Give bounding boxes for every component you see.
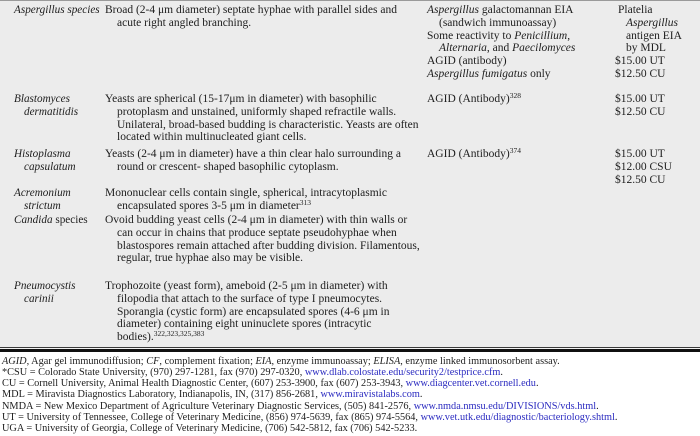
description-cell <box>105 280 427 344</box>
text-run: Aspergillus fumigatus <box>427 67 528 80</box>
text-run: Some reactivity to <box>427 29 515 42</box>
organism-cell <box>8 187 105 213</box>
table-row <box>8 93 694 148</box>
footnote-line <box>2 356 698 367</box>
organism-name <box>14 280 105 306</box>
text-run: $12.50 CU <box>615 105 666 118</box>
text-run: CU = Cornell University, Animal Health Diagnostic Center, (607) 253-3900, fax (607) 253-3943, <box>2 378 406 390</box>
text-run: $15.00 UT <box>615 55 665 68</box>
description-cell <box>105 187 427 213</box>
text-run: Blastomyces dermatitidis <box>14 93 79 118</box>
organism-cell <box>8 280 105 306</box>
price-line <box>615 161 694 174</box>
footnote-link[interactable]: www.vet.utk.edu/diagnostic/bacteriology.shtml <box>420 411 615 423</box>
test-item <box>427 4 615 30</box>
footnote-link[interactable]: www.diagcenter.vet.cornell.edu <box>405 378 536 390</box>
text-run: UGA = University of Georgia, College of Veterinary Medicine, (706) 542-5812, fax (706) 542-5233. <box>2 422 418 434</box>
organism-name <box>14 214 105 227</box>
table-row <box>8 280 694 346</box>
test-item <box>427 148 615 161</box>
organism-cell <box>8 93 105 119</box>
description-text <box>105 4 427 30</box>
text-run: Mononuclear cells contain single, spherical, intracytoplasmic encapsulated spores 3-5 μm in diameter <box>105 187 387 212</box>
price-line <box>615 93 694 106</box>
footnote-line <box>2 378 698 389</box>
text-run: . <box>419 389 423 401</box>
text-run: Paecilomyces <box>512 42 576 55</box>
table-row <box>8 214 694 280</box>
text-run: Platelia <box>618 4 653 16</box>
text-run: , complement fixation; <box>159 356 256 367</box>
text-run: *CSU = Colorado State University, (970) 297-1281, fax (970) 297-0320, <box>2 367 305 379</box>
price-cell <box>615 93 694 119</box>
text-run: Ovoid budding yeast cells (2-4 μm in diameter) with thin walls or can occur in chains that produce septate pseudohyphae when blastospores remain attached after budding division. Filamentous, regular, true hyphae also may be visible. <box>105 214 420 265</box>
text-run: only <box>527 67 551 80</box>
text-run: Aspergillus species <box>14 4 100 16</box>
text-run: , enzyme linked immunosorbent assay. <box>400 356 560 367</box>
table-row <box>8 187 694 214</box>
test-item <box>427 68 615 81</box>
text-run: Yeasts (2-4 μm in diameter) have a thin clear halo surrounding a round or crescent- shaped basophilic cytoplasm. <box>105 148 401 173</box>
text-run: NMDA = New Mexico Department of Agriculture Veterinary Diagnostic Services, (505) 841-2576, <box>2 400 414 412</box>
footnote-link[interactable]: www.dlab.colostate.edu/security2/testprice.cfm <box>304 367 501 379</box>
text-run: , and <box>486 42 513 55</box>
reference-superscript: 374 <box>509 146 521 155</box>
text-run: EIA <box>255 356 272 367</box>
organism-name <box>14 148 105 174</box>
organism-name <box>14 187 105 213</box>
price-cell <box>615 148 694 186</box>
text-run: , Agar gel immunodiffusion; <box>26 356 147 367</box>
description-cell <box>105 4 427 30</box>
footnote-link[interactable]: www.nmda.nmsu.edu/DIVISIONS/vds.html <box>413 400 597 412</box>
text-run: , <box>567 29 571 42</box>
organism-cell <box>8 4 105 17</box>
text-run: Yeasts are spherical (15-17μm in diameter) with basophilic protoplasm and unstained, uniformly shaped refractile walls. Unilateral, broad-based budding is characteristic. Yeasts are often located within multinucleated giant cells. <box>105 93 419 144</box>
text-run: Aspergillus <box>626 16 678 29</box>
kit-name <box>618 4 694 55</box>
text-run: Acremonium strictum <box>14 187 71 212</box>
text-run: $12.50 CU <box>615 67 666 80</box>
text-run: Trophozoite (yeast form), ameboid (2-5 μm in diameter) with filopodia that attach to the surface of type I pneumocytes. Sporangia (cystic form) are encapsulated spores (4-6 μm in diameter) containing eight uninuclete spores (intracytic bodies). <box>105 280 390 344</box>
text-run: Candida <box>14 214 53 226</box>
price-cell <box>615 4 694 81</box>
text-run: AGID <box>2 356 27 367</box>
price-line <box>615 55 694 68</box>
test-cell <box>427 148 615 161</box>
description-text <box>105 214 427 265</box>
test-cell <box>427 4 615 81</box>
text-run: AGID (Antibody) <box>427 93 510 105</box>
description-text <box>105 187 427 213</box>
reference-superscript: 328 <box>509 91 521 100</box>
price-line <box>615 68 694 81</box>
text-run: . <box>596 400 599 412</box>
description-cell <box>105 148 427 174</box>
description-cell <box>105 214 427 265</box>
organism-name <box>14 93 105 119</box>
text-run: AGID (Antibody) <box>427 148 510 160</box>
organism-cell <box>8 148 105 174</box>
description-cell <box>105 93 427 144</box>
table-row <box>8 4 694 93</box>
price-line <box>615 174 694 187</box>
text-run: Pneumocystis carinii <box>14 280 76 305</box>
text-run: $15.00 UT <box>615 93 665 105</box>
price-line <box>615 106 694 119</box>
text-run: . <box>535 378 539 390</box>
reference-superscript: 322,323,325,383 <box>153 329 205 339</box>
text-run: , enzyme immunoassay; <box>271 356 374 367</box>
footnote-line <box>2 389 698 400</box>
footnote-link[interactable]: www.miravistalabs.com <box>320 389 420 401</box>
description-text <box>105 148 427 174</box>
text-run: $12.00 CSU <box>615 160 672 173</box>
text-run: MDL = Miravista Diagnostics Laboratory, Indianapolis, IN, (317) 856-2681, <box>2 389 321 401</box>
organism-name <box>14 4 105 17</box>
text-run: . <box>614 411 618 423</box>
text-run: species <box>52 214 88 226</box>
description-text <box>105 280 427 344</box>
footnote-line <box>2 367 698 378</box>
text-run: $15.00 UT <box>615 148 665 160</box>
text-run: AGID (antibody) <box>427 55 507 68</box>
test-item <box>427 55 615 68</box>
test-cell <box>427 93 615 106</box>
footnotes <box>0 352 700 434</box>
reference-superscript: 313 <box>299 197 312 207</box>
text-run: Aspergillus <box>427 4 479 16</box>
footnote-line <box>2 412 698 423</box>
text-run: Alternaria <box>439 42 487 55</box>
text-run: Broad (2-4 μm diameter) septate hyphae with parallel sides and acute right angled branching. <box>105 4 397 29</box>
footnote-line <box>2 401 698 412</box>
footnote-line <box>2 423 698 434</box>
test-item <box>427 30 615 56</box>
text-run: antigen EIA by MDL <box>626 29 682 55</box>
text-run: UT = University of Tennessee, College of Veterinary Medicine, (856) 974-5639, fax (865) 974-5564, <box>2 411 421 423</box>
text-run: galactomannan EIA (sandwich immunoassay) <box>439 4 573 29</box>
text-run: Histoplasma capsulatum <box>14 148 76 173</box>
test-item <box>427 93 615 106</box>
description-text <box>105 93 427 144</box>
organism-cell <box>8 214 105 227</box>
text-run: CF <box>146 356 160 367</box>
text-run: $12.50 CU <box>615 173 666 186</box>
text-run: Penicillium <box>514 29 568 42</box>
text-run: ELISA <box>373 356 401 367</box>
text-run: . <box>500 367 503 379</box>
price-line <box>615 148 694 161</box>
table-row <box>8 148 694 187</box>
